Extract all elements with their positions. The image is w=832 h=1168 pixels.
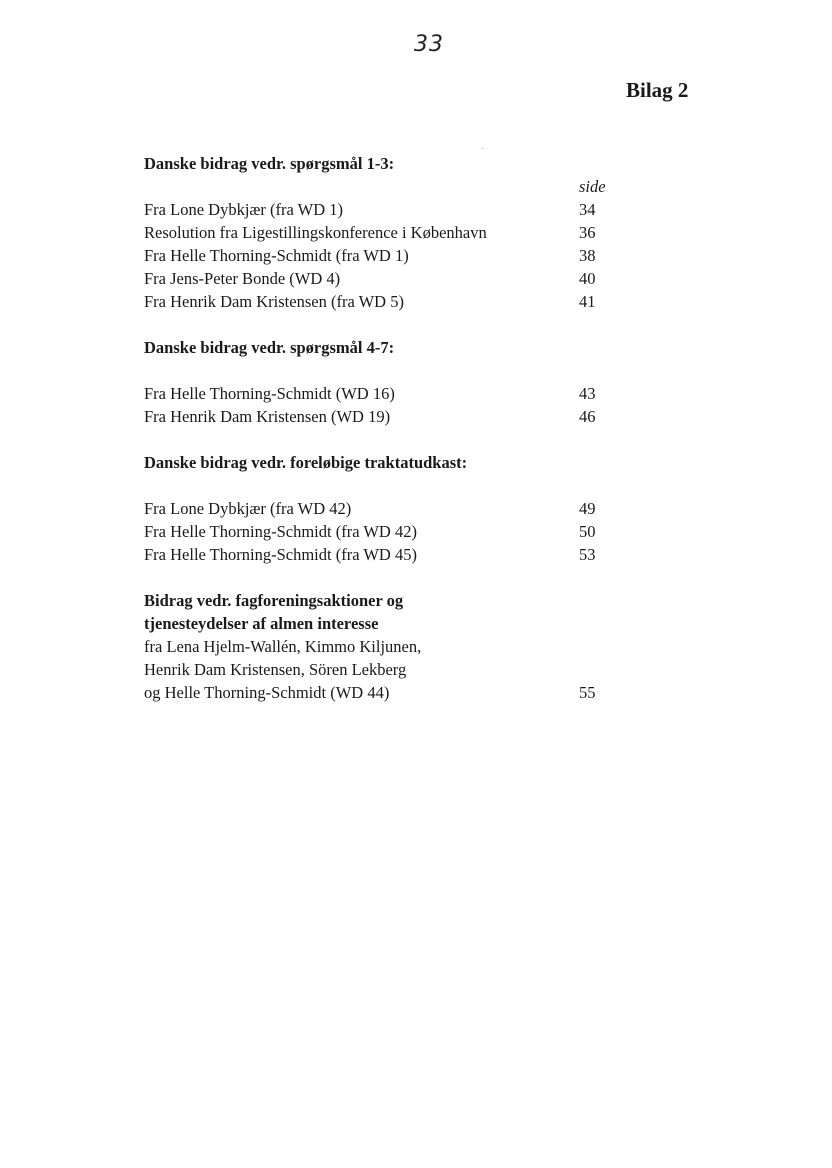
entry-page: 36 (579, 223, 596, 242)
entry-text: Fra Helle Thorning-Schmidt (fra WD 1) (144, 246, 409, 265)
page-number: 33 (414, 32, 444, 57)
toc-entry (144, 405, 624, 428)
table-of-contents (144, 152, 624, 704)
entry-page: 41 (579, 292, 596, 311)
entry-text: og Helle Thorning-Schmidt (WD 44) (144, 683, 390, 702)
toc-entry (144, 520, 624, 543)
entry-text: Fra Lone Dybkjær (fra WD 1) (144, 200, 344, 219)
contributors-line: Henrik Dam Kristensen, Sören Lekberg (144, 660, 407, 679)
toc-entry (144, 382, 624, 405)
section-heading: Bidrag vedr. fagforeningsaktioner og (144, 591, 404, 610)
appendix-label: Bilag 2 (626, 78, 689, 102)
entry-page: 55 (579, 683, 596, 702)
section-heading: Danske bidrag vedr. spørgsmål 1-3: (144, 154, 395, 173)
scan-speck (482, 148, 483, 149)
entry-text: Fra Helle Thorning-Schmidt (fra WD 45) (144, 545, 417, 564)
entry-page: 53 (579, 545, 596, 564)
side-column-header (144, 175, 624, 198)
section-heading: Danske bidrag vedr. spørgsmål 4-7: (144, 338, 395, 357)
section-heading: Danske bidrag vedr. foreløbige traktatudkast: (144, 453, 468, 472)
entry-page: 43 (579, 384, 596, 403)
toc-entry (144, 244, 624, 267)
entry-text: Resolution fra Ligestillingskonference i København (144, 223, 487, 242)
entry-page: 34 (579, 200, 596, 219)
entry-page: 49 (579, 499, 596, 518)
entry-page: 46 (579, 407, 596, 426)
contributors-line: fra Lena Hjelm-Wallén, Kimmo Kiljunen, (144, 637, 422, 656)
toc-entry (144, 497, 624, 520)
entry-text: Fra Helle Thorning-Schmidt (fra WD 42) (144, 522, 417, 541)
section-heading-continued: tjenesteydelser af almen interesse (144, 614, 379, 633)
toc-entry (144, 543, 624, 566)
entry-text: Fra Lone Dybkjær (fra WD 42) (144, 499, 352, 518)
entry-text: Fra Helle Thorning-Schmidt (WD 16) (144, 384, 395, 403)
entry-text: Fra Henrik Dam Kristensen (fra WD 5) (144, 292, 404, 311)
toc-entry (144, 221, 624, 244)
toc-entry (144, 198, 624, 221)
toc-entry (144, 681, 624, 704)
toc-entry (144, 290, 624, 313)
entry-text: Fra Jens-Peter Bonde (WD 4) (144, 269, 341, 288)
entry-page: 40 (579, 269, 596, 288)
toc-entry (144, 267, 624, 290)
side-label: side (579, 177, 606, 196)
entry-text: Fra Henrik Dam Kristensen (WD 19) (144, 407, 391, 426)
entry-page: 50 (579, 522, 596, 541)
entry-page: 38 (579, 246, 596, 265)
